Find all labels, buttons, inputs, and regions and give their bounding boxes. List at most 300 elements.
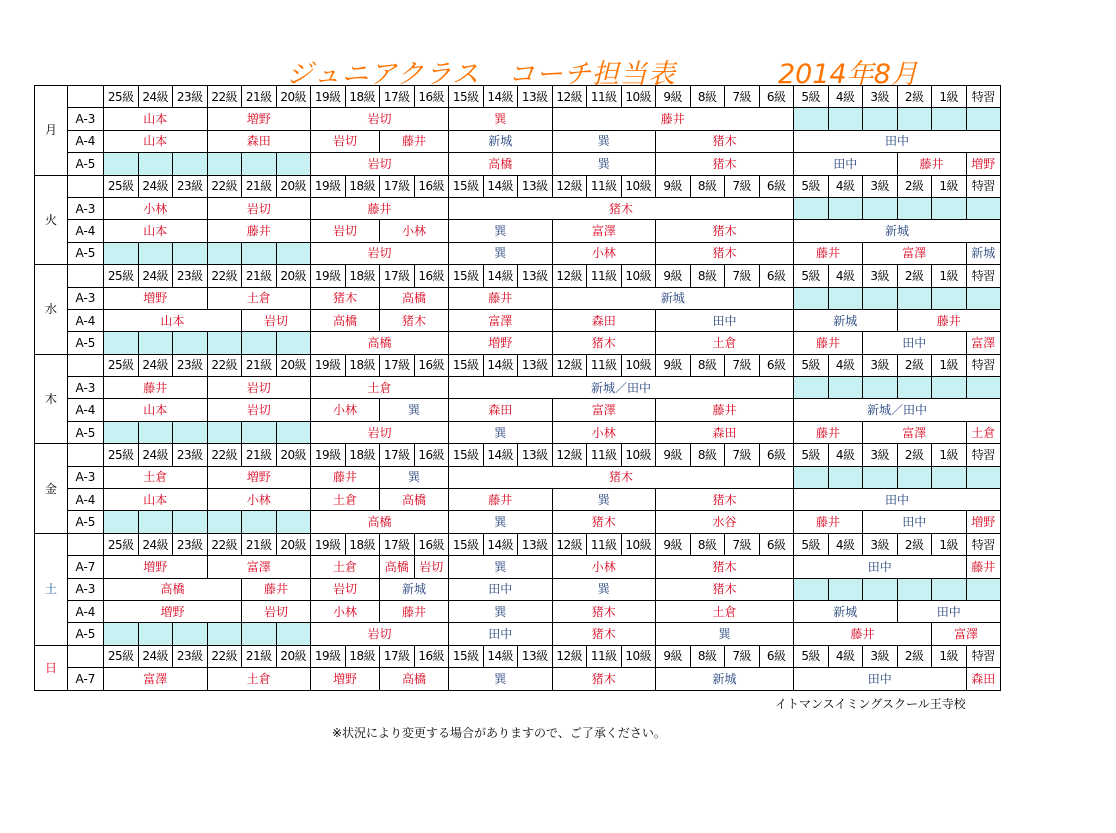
class-row xyxy=(35,242,1001,264)
grade-header: 2級 xyxy=(897,265,932,287)
grade-header: 23級 xyxy=(173,444,208,466)
empty-slot xyxy=(242,623,277,645)
empty-slot xyxy=(138,421,173,443)
empty-slot xyxy=(828,108,863,130)
coach-cell: 増野 xyxy=(207,466,311,488)
grade-header: 7級 xyxy=(725,645,760,667)
coach-cell: 高橋 xyxy=(380,489,449,511)
grade-header: 15級 xyxy=(449,86,484,108)
empty-slot xyxy=(794,578,829,600)
coach-cell: 巽 xyxy=(380,466,449,488)
grade-header: 8級 xyxy=(690,86,725,108)
grade-header-row xyxy=(35,175,1001,197)
class-row xyxy=(35,489,1001,511)
coach-cell: 高橋 xyxy=(311,511,449,533)
coach-cell: 小林 xyxy=(552,556,656,578)
coach-cell: 巽 xyxy=(552,130,656,152)
grade-header: 25級 xyxy=(104,175,139,197)
empty-slot xyxy=(966,197,1001,219)
grade-header: 25級 xyxy=(104,265,139,287)
class-row xyxy=(35,108,1001,130)
grade-header: 21級 xyxy=(242,86,277,108)
empty-slot xyxy=(863,578,898,600)
grade-header: 7級 xyxy=(725,86,760,108)
empty-slot xyxy=(138,242,173,264)
coach-cell: 山本 xyxy=(104,489,208,511)
grade-header: 14級 xyxy=(483,354,518,376)
coach-cell: 岩切 xyxy=(311,108,449,130)
coach-cell: 岩切 xyxy=(311,578,380,600)
coach-cell: 岩切 xyxy=(311,623,449,645)
coach-cell: 土倉 xyxy=(311,556,380,578)
grade-header: 13級 xyxy=(518,444,553,466)
coach-cell: 猪木 xyxy=(449,197,794,219)
class-label: A-7 xyxy=(68,668,104,690)
grade-header: 23級 xyxy=(173,354,208,376)
grade-header: 6級 xyxy=(759,265,794,287)
grade-header: 7級 xyxy=(725,265,760,287)
coach-cell: 田中 xyxy=(897,600,1001,622)
grade-header: 11級 xyxy=(587,175,622,197)
empty-slot xyxy=(897,287,932,309)
empty-slot xyxy=(242,153,277,175)
grade-header: 16級 xyxy=(414,175,449,197)
grade-header: 20級 xyxy=(276,354,311,376)
empty-slot xyxy=(932,578,967,600)
empty-slot xyxy=(104,332,139,354)
grade-header: 19級 xyxy=(311,175,346,197)
grade-header: 12級 xyxy=(552,265,587,287)
grade-header: 1級 xyxy=(932,444,967,466)
coach-cell: 富澤 xyxy=(104,668,208,690)
coach-cell: 山本 xyxy=(104,130,208,152)
grade-header: 4級 xyxy=(828,265,863,287)
grade-header: 3級 xyxy=(863,86,898,108)
corner-cell xyxy=(68,354,104,376)
grade-header: 21級 xyxy=(242,354,277,376)
grade-header: 19級 xyxy=(311,265,346,287)
schedule-month: 2014年8月 xyxy=(778,59,918,90)
coach-cell: 高橋 xyxy=(380,556,415,578)
coach-cell: 新城 xyxy=(794,220,1001,242)
grade-header: 18級 xyxy=(345,265,380,287)
empty-slot xyxy=(863,197,898,219)
grade-header: 19級 xyxy=(311,354,346,376)
class-row xyxy=(35,623,1001,645)
grade-header: 11級 xyxy=(587,354,622,376)
grade-header: 4級 xyxy=(828,86,863,108)
empty-slot xyxy=(276,421,311,443)
grade-header: 12級 xyxy=(552,86,587,108)
grade-header: 2級 xyxy=(897,645,932,667)
coach-cell: 藤井 xyxy=(656,399,794,421)
coach-cell: 土倉 xyxy=(311,377,449,399)
coach-cell: 猪木 xyxy=(552,511,656,533)
coach-cell: 高橋 xyxy=(380,287,449,309)
grade-header: 21級 xyxy=(242,444,277,466)
grade-header: 6級 xyxy=(759,175,794,197)
coach-cell: 増野 xyxy=(311,668,380,690)
grade-header: 10級 xyxy=(621,265,656,287)
grade-header: 特習 xyxy=(966,86,1001,108)
grade-header: 20級 xyxy=(276,444,311,466)
coach-cell: 小林 xyxy=(311,399,380,421)
coach-cell: 岩切 xyxy=(311,242,449,264)
day-label: 火 xyxy=(35,175,68,265)
grade-header: 15級 xyxy=(449,265,484,287)
grade-header: 10級 xyxy=(621,175,656,197)
coach-cell: 巽 xyxy=(449,556,553,578)
coach-cell: 田中 xyxy=(449,578,553,600)
grade-header: 6級 xyxy=(759,533,794,555)
class-label: A-4 xyxy=(68,399,104,421)
grade-header: 15級 xyxy=(449,175,484,197)
grade-header: 14級 xyxy=(483,175,518,197)
empty-slot xyxy=(173,421,208,443)
coach-cell: 猪木 xyxy=(552,600,656,622)
empty-slot xyxy=(138,332,173,354)
coach-cell: 猪木 xyxy=(656,220,794,242)
class-row xyxy=(35,578,1001,600)
grade-header: 21級 xyxy=(242,265,277,287)
grade-header: 11級 xyxy=(587,444,622,466)
grade-header: 14級 xyxy=(483,533,518,555)
coach-cell: 増野 xyxy=(207,108,311,130)
grade-header: 8級 xyxy=(690,533,725,555)
coach-cell: 山本 xyxy=(104,108,208,130)
coach-cell: 富澤 xyxy=(932,623,1001,645)
grade-header: 19級 xyxy=(311,444,346,466)
grade-header: 20級 xyxy=(276,175,311,197)
class-label: A-7 xyxy=(68,556,104,578)
grade-header: 13級 xyxy=(518,354,553,376)
coach-cell: 藤井 xyxy=(449,287,553,309)
grade-header: 18級 xyxy=(345,175,380,197)
grade-header: 19級 xyxy=(311,645,346,667)
coach-cell: 藤井 xyxy=(794,332,863,354)
coach-cell: 小林 xyxy=(552,242,656,264)
grade-header: 17級 xyxy=(380,265,415,287)
class-label: A-5 xyxy=(68,623,104,645)
empty-slot xyxy=(932,377,967,399)
coach-cell: 高橋 xyxy=(380,668,449,690)
grade-header: 10級 xyxy=(621,86,656,108)
grade-header: 5級 xyxy=(794,354,829,376)
grade-header: 16級 xyxy=(414,354,449,376)
empty-slot xyxy=(138,153,173,175)
coach-cell: 巽 xyxy=(449,600,553,622)
empty-slot xyxy=(794,108,829,130)
grade-header-row xyxy=(35,444,1001,466)
grade-header: 13級 xyxy=(518,645,553,667)
grade-header: 22級 xyxy=(207,86,242,108)
day-label: 土 xyxy=(35,533,68,645)
coach-cell: 新城 xyxy=(656,668,794,690)
grade-header: 5級 xyxy=(794,533,829,555)
coach-cell: 森田 xyxy=(656,421,794,443)
empty-slot xyxy=(897,578,932,600)
class-row xyxy=(35,421,1001,443)
empty-slot xyxy=(173,153,208,175)
coach-cell: 富澤 xyxy=(863,242,967,264)
empty-slot xyxy=(173,511,208,533)
grade-header: 18級 xyxy=(345,645,380,667)
empty-slot xyxy=(207,153,242,175)
day-label: 水 xyxy=(35,265,68,355)
grade-header-row xyxy=(35,265,1001,287)
grade-header: 20級 xyxy=(276,86,311,108)
empty-slot xyxy=(897,466,932,488)
coach-cell: 新城 xyxy=(966,242,1001,264)
grade-header: 5級 xyxy=(794,86,829,108)
class-label: A-5 xyxy=(68,421,104,443)
coach-cell: 巽 xyxy=(552,578,656,600)
grade-header: 20級 xyxy=(276,265,311,287)
empty-slot xyxy=(207,332,242,354)
coach-cell: 土倉 xyxy=(656,332,794,354)
empty-slot xyxy=(138,511,173,533)
coach-cell: 田中 xyxy=(863,332,967,354)
empty-slot xyxy=(828,197,863,219)
class-row xyxy=(35,668,1001,690)
grade-header: 23級 xyxy=(173,645,208,667)
grade-header: 5級 xyxy=(794,265,829,287)
grade-header: 12級 xyxy=(552,444,587,466)
coach-cell: 高橋 xyxy=(104,578,242,600)
grade-header: 12級 xyxy=(552,175,587,197)
class-label: A-3 xyxy=(68,466,104,488)
grade-header: 17級 xyxy=(380,354,415,376)
coach-cell: 田中 xyxy=(794,489,1001,511)
coach-cell: 巽 xyxy=(552,153,656,175)
coach-cell: 高橋 xyxy=(311,309,380,331)
grade-header: 2級 xyxy=(897,354,932,376)
empty-slot xyxy=(828,287,863,309)
coach-cell: 土倉 xyxy=(207,287,311,309)
grade-header: 2級 xyxy=(897,444,932,466)
grade-header: 9級 xyxy=(656,645,691,667)
empty-slot xyxy=(966,377,1001,399)
empty-slot xyxy=(794,197,829,219)
grade-header: 18級 xyxy=(345,533,380,555)
empty-slot xyxy=(794,287,829,309)
grade-header: 4級 xyxy=(828,533,863,555)
class-row xyxy=(35,556,1001,578)
grade-header: 3級 xyxy=(863,645,898,667)
grade-header: 20級 xyxy=(276,533,311,555)
grade-header: 7級 xyxy=(725,175,760,197)
coach-cell: 岩切 xyxy=(311,421,449,443)
coach-cell: 増野 xyxy=(104,600,242,622)
grade-header: 13級 xyxy=(518,533,553,555)
empty-slot xyxy=(897,377,932,399)
coach-cell: 田中 xyxy=(449,623,553,645)
grade-header: 1級 xyxy=(932,86,967,108)
class-row xyxy=(35,466,1001,488)
empty-slot xyxy=(794,377,829,399)
coach-cell: 富澤 xyxy=(207,556,311,578)
grade-header: 17級 xyxy=(380,175,415,197)
empty-slot xyxy=(932,287,967,309)
grade-header: 22級 xyxy=(207,533,242,555)
grade-header: 4級 xyxy=(828,444,863,466)
grade-header: 13級 xyxy=(518,265,553,287)
coach-cell: 藤井 xyxy=(966,556,1001,578)
grade-header: 7級 xyxy=(725,533,760,555)
coach-cell: 増野 xyxy=(104,556,208,578)
grade-header: 2級 xyxy=(897,533,932,555)
grade-header: 19級 xyxy=(311,86,346,108)
empty-slot xyxy=(276,623,311,645)
grade-header: 6級 xyxy=(759,354,794,376)
coach-cell: 田中 xyxy=(794,556,967,578)
grade-header: 20級 xyxy=(276,645,311,667)
coach-cell: 岩切 xyxy=(311,153,449,175)
empty-slot xyxy=(276,332,311,354)
grade-header: 21級 xyxy=(242,645,277,667)
empty-slot xyxy=(863,466,898,488)
class-label: A-3 xyxy=(68,108,104,130)
grade-header: 24級 xyxy=(138,354,173,376)
class-row xyxy=(35,332,1001,354)
class-label: A-4 xyxy=(68,130,104,152)
coach-cell: 土倉 xyxy=(656,600,794,622)
coach-cell: 山本 xyxy=(104,399,208,421)
coach-cell: 小林 xyxy=(552,421,656,443)
coach-cell: 田中 xyxy=(863,511,967,533)
grade-header: 10級 xyxy=(621,354,656,376)
grade-header: 特習 xyxy=(966,265,1001,287)
empty-slot xyxy=(966,466,1001,488)
coach-cell: 岩切 xyxy=(207,377,311,399)
coach-cell: 岩切 xyxy=(207,399,311,421)
grade-header: 17級 xyxy=(380,645,415,667)
coach-cell: 小林 xyxy=(380,220,449,242)
page-title: ジュニアクラス コーチ担当表 xyxy=(286,59,676,90)
grade-header: 22級 xyxy=(207,265,242,287)
empty-slot xyxy=(242,242,277,264)
grade-header: 7級 xyxy=(725,354,760,376)
grade-header: 15級 xyxy=(449,354,484,376)
coach-cell: 藤井 xyxy=(794,242,863,264)
grade-header: 25級 xyxy=(104,354,139,376)
coach-cell: 巽 xyxy=(656,623,794,645)
class-row xyxy=(35,197,1001,219)
grade-header: 24級 xyxy=(138,444,173,466)
grade-header: 15級 xyxy=(449,533,484,555)
coach-cell: 土倉 xyxy=(104,466,208,488)
grade-header: 10級 xyxy=(621,533,656,555)
empty-slot xyxy=(966,287,1001,309)
empty-slot xyxy=(242,332,277,354)
coach-cell: 新城／田中 xyxy=(449,377,794,399)
empty-slot xyxy=(207,511,242,533)
corner-cell xyxy=(68,265,104,287)
grade-header: 3級 xyxy=(863,265,898,287)
grade-header: 9級 xyxy=(656,265,691,287)
grade-header: 1級 xyxy=(932,265,967,287)
class-row xyxy=(35,130,1001,152)
empty-slot xyxy=(207,623,242,645)
class-row xyxy=(35,511,1001,533)
coach-cell: 藤井 xyxy=(207,220,311,242)
grade-header: 4級 xyxy=(828,175,863,197)
grade-header: 15級 xyxy=(449,645,484,667)
class-row xyxy=(35,377,1001,399)
corner-cell xyxy=(68,533,104,555)
grade-header: 11級 xyxy=(587,645,622,667)
empty-slot xyxy=(932,108,967,130)
coach-cell: 増野 xyxy=(449,332,553,354)
empty-slot xyxy=(104,153,139,175)
grade-header: 25級 xyxy=(104,86,139,108)
coach-cell: 田中 xyxy=(656,309,794,331)
corner-cell xyxy=(68,444,104,466)
grade-header: 16級 xyxy=(414,444,449,466)
grade-header: 10級 xyxy=(621,444,656,466)
empty-slot xyxy=(242,511,277,533)
empty-slot xyxy=(104,421,139,443)
coach-cell: 土倉 xyxy=(311,489,380,511)
grade-header: 5級 xyxy=(794,175,829,197)
coach-cell: 田中 xyxy=(794,153,898,175)
grade-header: 13級 xyxy=(518,175,553,197)
coach-cell: 森田 xyxy=(552,309,656,331)
grade-header: 8級 xyxy=(690,354,725,376)
grade-header: 特習 xyxy=(966,645,1001,667)
empty-slot xyxy=(104,511,139,533)
grade-header: 16級 xyxy=(414,265,449,287)
empty-slot xyxy=(932,197,967,219)
grade-header: 16級 xyxy=(414,533,449,555)
grade-header: 23級 xyxy=(173,86,208,108)
coach-cell: 増野 xyxy=(966,511,1001,533)
coach-cell: 藤井 xyxy=(794,623,932,645)
grade-header: 11級 xyxy=(587,265,622,287)
coach-cell: 田中 xyxy=(794,130,1001,152)
coach-cell: 富澤 xyxy=(863,421,967,443)
empty-slot xyxy=(207,421,242,443)
coach-cell: 猪木 xyxy=(656,556,794,578)
grade-header: 6級 xyxy=(759,444,794,466)
grade-header: 1級 xyxy=(932,354,967,376)
coach-cell: 猪木 xyxy=(656,489,794,511)
grade-header: 5級 xyxy=(794,444,829,466)
grade-header: 7級 xyxy=(725,444,760,466)
grade-header: 6級 xyxy=(759,86,794,108)
coach-cell: 新城 xyxy=(794,600,898,622)
grade-header: 特習 xyxy=(966,354,1001,376)
coach-cell: 猪木 xyxy=(552,332,656,354)
coach-cell: 富澤 xyxy=(449,309,553,331)
class-label: A-3 xyxy=(68,197,104,219)
class-row xyxy=(35,399,1001,421)
grade-header: 24級 xyxy=(138,265,173,287)
corner-cell xyxy=(68,175,104,197)
empty-slot xyxy=(138,623,173,645)
coach-cell: 小林 xyxy=(104,197,208,219)
empty-slot xyxy=(897,197,932,219)
class-row xyxy=(35,600,1001,622)
coach-cell: 新城 xyxy=(794,309,898,331)
grade-header: 24級 xyxy=(138,86,173,108)
coach-cell: 新城 xyxy=(380,578,449,600)
empty-slot xyxy=(966,578,1001,600)
class-label: A-3 xyxy=(68,377,104,399)
empty-slot xyxy=(828,578,863,600)
grade-header: 9級 xyxy=(656,444,691,466)
coach-cell: 高橋 xyxy=(449,153,553,175)
